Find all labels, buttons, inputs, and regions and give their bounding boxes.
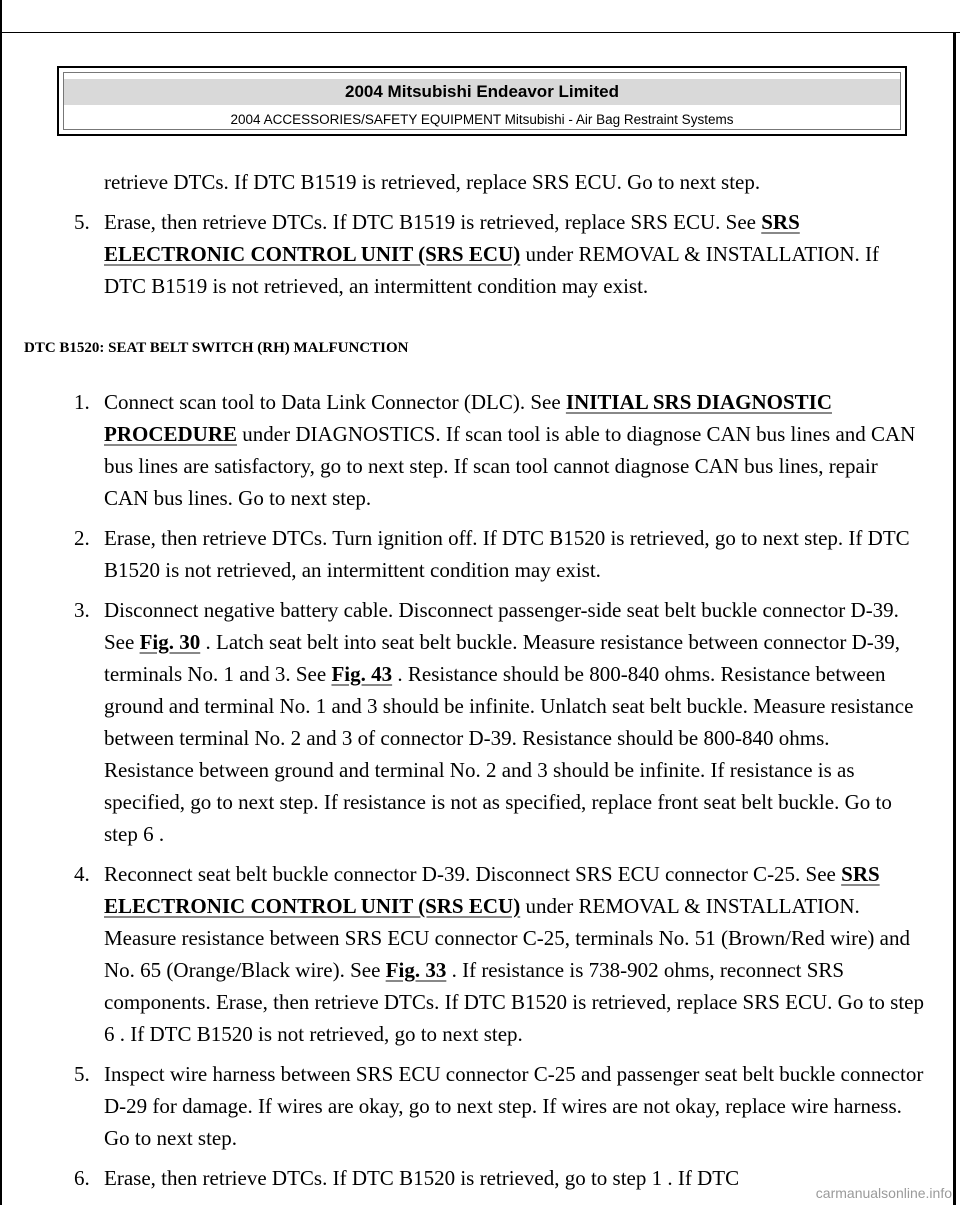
document-header	[57, 66, 907, 136]
watermark: carmanualsonline.info	[815, 1185, 952, 1201]
procedure-steps	[0, 386, 924, 1202]
srs-ecu-link[interactable]: SRS ELECTRONIC CONTROL UNIT (SRS ECU)	[104, 862, 880, 918]
step-text: . Latch seat belt into seat belt buckle. Measure resistance between connector D-39, terminals No. 1 and 3. See	[104, 630, 900, 686]
fig-43-link[interactable]: Fig. 43	[331, 662, 393, 686]
step-number: 4.	[74, 862, 90, 886]
step-3	[0, 594, 924, 850]
step-text: Connect scan tool to Data Link Connector (DLC). See	[104, 390, 566, 414]
step-number: 5.	[74, 210, 90, 234]
document-header-inner	[63, 72, 901, 130]
step-text: Erase, then retrieve DTCs. Turn ignition off. If DTC B1520 is retrieved, go to next step. If DTC B1520 is not retrieved, an intermittent condition may exist.	[104, 526, 910, 582]
step-text: . If resistance is 738-902 ohms, reconnect SRS components. Erase, then retrieve DTCs. If DTC B1520 is retrieved, replace SRS ECU. Go to step 6 . If DTC B1520 is not retrieved, go to next step.	[104, 958, 924, 1046]
step-5	[0, 1058, 924, 1154]
section-heading: DTC B1520: SEAT BELT SWITCH (RH) MALFUNCTION	[24, 340, 409, 356]
prev-step-list	[0, 206, 924, 310]
page-frame-top	[0, 32, 960, 33]
step-2	[0, 522, 924, 586]
srs-ecu-link[interactable]: SRS ELECTRONIC CONTROL UNIT (SRS ECU)	[104, 210, 800, 266]
step-text: Reconnect seat belt buckle connector D-39. Disconnect SRS ECU connector C-25. See	[104, 862, 842, 886]
step-text: Disconnect negative battery cable. Disconnect passenger-side seat belt buckle connector D-39. See	[104, 598, 899, 654]
step-number: 6.	[74, 1166, 90, 1190]
step-1	[0, 386, 924, 514]
document-subtitle: 2004 ACCESSORIES/SAFETY EQUIPMENT Mitsubishi - Air Bag Restraint Systems	[230, 112, 734, 127]
step-number: 1.	[74, 390, 90, 414]
step-text: Erase, then retrieve DTCs. If DTC B1520 is retrieved, go to step 1 . If DTC	[104, 1166, 740, 1190]
step-text: under REMOVAL & INSTALLATION. If DTC B1519 is not retrieved, an intermittent condition may exist.	[104, 242, 879, 298]
step-text: Erase, then retrieve DTCs. If DTC B1519 is retrieved, replace SRS ECU. See	[104, 210, 762, 234]
step-number: 3.	[74, 598, 90, 622]
step-text: . Resistance should be 800-840 ohms. Resistance between ground and terminal No. 1 and 3 should be infinite. Unlatch seat belt buckle. Measure resistance between terminal No. 2 and 3 of connector D-39. Resistance should be 800-840 ohms. Resistance between ground and terminal No. 2 and 3 should be infinite. If resistance is as specified, go to next step. If resistance is not as specified, replace front seat belt buckle. Go to step 6 .	[104, 662, 914, 846]
step-6	[0, 1162, 924, 1194]
page-frame-right	[953, 32, 956, 1205]
step-text: under DIAGNOSTICS. If scan tool is able to diagnose CAN bus lines and CAN bus lines are satisfactory, go to next step. If scan tool cannot diagnose CAN bus lines, repair CAN bus lines. Go to next step.	[104, 422, 916, 510]
step-4	[0, 858, 924, 1050]
prev-step-5	[0, 206, 924, 302]
step-number: 5.	[74, 1062, 90, 1086]
document-title: 2004 Mitsubishi Endeavor Limited	[64, 79, 900, 105]
fig-30-link[interactable]: Fig. 30	[139, 630, 201, 654]
step-text: under REMOVAL & INSTALLATION. Measure resistance between SRS ECU connector C-25, terminals No. 51 (Brown/Red wire) and No. 65 (Orange/Black wire). See	[104, 894, 910, 982]
fig-33-link[interactable]: Fig. 33	[385, 958, 447, 982]
continuation-text: retrieve DTCs. If DTC B1519 is retrieved, replace SRS ECU. Go to next step.	[104, 170, 761, 194]
initial-srs-diagnostic-link[interactable]: INITIAL SRS DIAGNOSTIC PROCEDURE	[104, 390, 832, 446]
step-number: 2.	[74, 526, 90, 550]
step-text: Inspect wire harness between SRS ECU connector C-25 and passenger seat belt buckle connector D-29 for damage. If wires are okay, go to next step. If wires are not okay, replace wire harness. Go to next step.	[104, 1062, 924, 1150]
